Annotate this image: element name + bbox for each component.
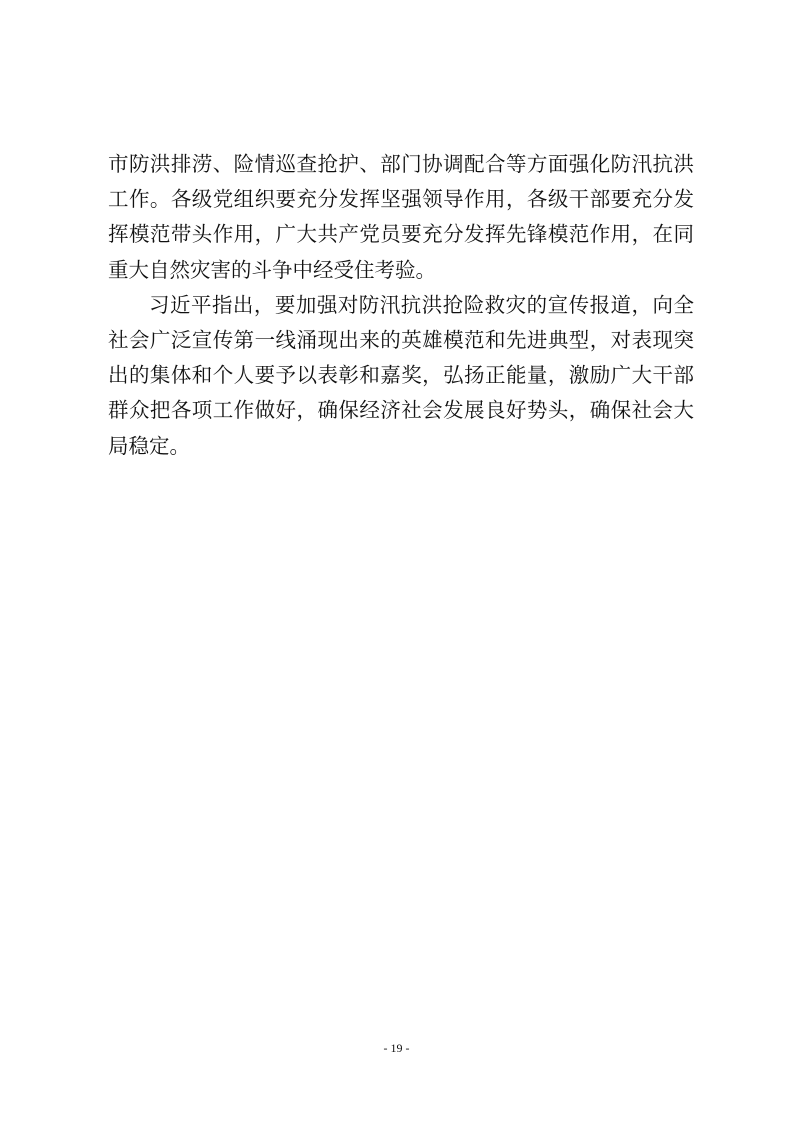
paragraph-2-line-4: 群众把各项工作做好，确保经济社会发展良好势头，确保社会大 [108, 398, 694, 423]
paragraph-2-line-5: 局稳定。 [108, 433, 190, 458]
paragraph-1-line-2: 工作。各级党组织要充分发挥坚强领导作用，各级干部要充分发 [108, 187, 694, 212]
paragraph-2-line-1: 习近平指出，要加强对防汛抗洪抢险救灾的宣传报道，向全 [149, 292, 694, 317]
page-number: - 19 - [383, 1041, 410, 1055]
paragraph-1-line-3: 挥模范带头作用，广大共产党员要充分发挥先锋模范作用，在同 [108, 222, 694, 247]
paragraph-1-line-4: 重大自然灾害的斗争中经受住考验。 [108, 257, 436, 282]
paragraph-2-line-3: 出的集体和个人要予以表彰和嘉奖，弘扬正能量，激励广大干部 [108, 363, 694, 388]
body-text [108, 147, 694, 464]
paragraph-2-line-2: 社会广泛宣传第一线涌现出来的英雄模范和先进典型，对表现突 [108, 327, 694, 352]
paragraph-1-line-1: 市防洪排涝、险情巡查抢护、部门协调配合等方面强化防汛抗洪 [108, 152, 694, 176]
